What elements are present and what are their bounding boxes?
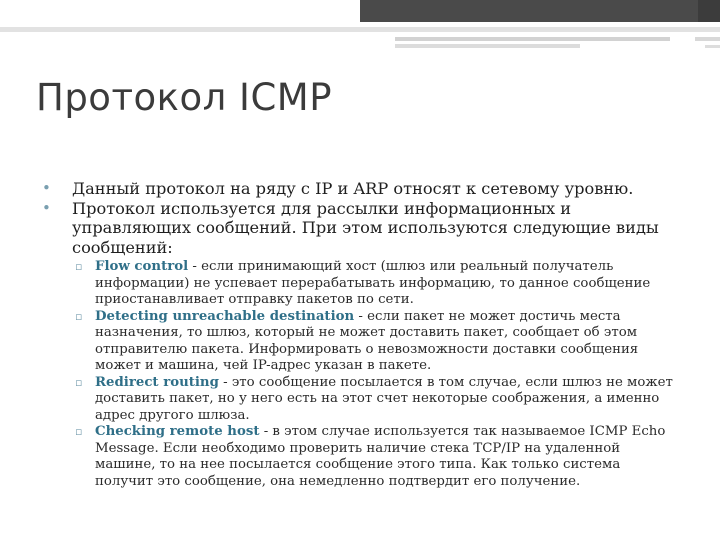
header-corner-decoration xyxy=(698,0,720,22)
header-line-decoration xyxy=(0,27,720,32)
sub-bullet-item xyxy=(42,424,682,490)
sub-bullet-term: Detecting unreachable destination xyxy=(95,308,355,324)
sub-bullet-text: - если принимающий хост (шлюз или реальный получатель информации) не успевает перерабатывать информацию, то данное сообщение приостанавливает отправку пакетов по сети. xyxy=(95,259,651,307)
header-line-decoration xyxy=(705,45,720,48)
bullet-icon: • xyxy=(42,198,51,217)
sub-bullet-item xyxy=(42,259,682,309)
sub-bullet-text: - если пакет не может достичь места назначения, то шлюз, который не может доставить пакет, сообщает об этом отправителю пакета. Информировать о невозможности доставки сообщения может и машина, чей IP-адрес указан в пакете. xyxy=(95,308,639,373)
sub-bullet-icon: ▫ xyxy=(75,260,83,273)
header-line-decoration xyxy=(395,44,580,48)
slide-body xyxy=(42,179,682,490)
header-bar-decoration xyxy=(360,0,698,22)
sub-bullet-text: - в этом случае используется так называемое ICMP Echo Message. Если необходимо проверить наличие стека TCP/IP на удаленной машине, то на нее посылается сообщение этого типа. Как только система получит это сообщение, она немедленно подтвердит его получение. xyxy=(95,424,666,489)
bullet-item xyxy=(42,199,682,258)
bullet-icon: • xyxy=(42,179,51,197)
sub-bullet-item xyxy=(42,375,682,425)
sub-bullet-icon: ▫ xyxy=(75,309,83,323)
sub-bullet-term: Flow control xyxy=(95,259,189,274)
sub-bullet-term: Redirect routing xyxy=(95,374,219,390)
sub-bullet-text: - это сообщение посылается в том случае, если шлюз не может доставить пакет, но у него есть на этот счет некоторые соображения, а именно адрес другого шлюза. xyxy=(95,374,673,423)
sub-bullet-term: Checking remote host xyxy=(95,424,260,439)
bullet-text: Протокол используется для рассылки информационных и управляющих сообщений. При этом используются следующие виды сообщений: xyxy=(72,198,659,257)
header-line-decoration xyxy=(695,37,720,41)
bullet-text: Данный протокол на ряду с IP и ARP относят к сетевому уровню. xyxy=(72,179,634,198)
sub-bullet-item xyxy=(42,309,682,375)
header-line-decoration xyxy=(395,37,670,41)
sub-bullet-icon: ▫ xyxy=(75,375,83,389)
slide-title: Протокол ICMP xyxy=(36,76,333,119)
sub-bullet-icon: ▫ xyxy=(75,425,83,438)
bullet-item xyxy=(42,179,682,199)
